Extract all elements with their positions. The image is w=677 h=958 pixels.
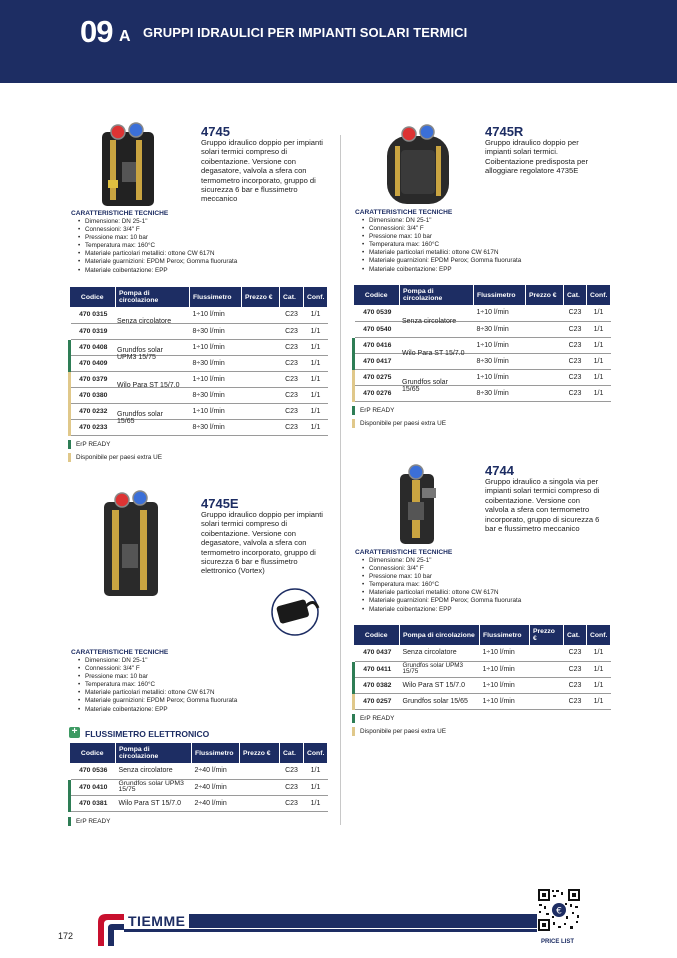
- legend-erp: ErP READY: [68, 817, 110, 826]
- spec-item: • Temperatura max: 160°C: [360, 241, 521, 249]
- col-codice: Codice: [354, 285, 400, 305]
- spec-item: • Materiale coibentazione: EPP: [76, 267, 237, 275]
- col-flussimetro: Flussimetro: [480, 625, 530, 645]
- col-conf: Conf.: [304, 743, 328, 763]
- table-row: 470 0409 8÷30 l/min C23 1/1: [70, 355, 328, 371]
- brand-name: TIEMME: [124, 913, 189, 929]
- table-row: 470 0379 1÷10 l/min C23 1/1: [70, 371, 328, 387]
- specs-list: [76, 657, 237, 714]
- table-row: 470 0319 8÷30 l/min C23 1/1: [70, 323, 328, 339]
- table-row: 470 0536 Senza circolatore 2÷40 l/min C23 1/1: [70, 763, 328, 779]
- product-code-4745E: 4745E: [201, 496, 239, 511]
- section-letter: A: [119, 28, 131, 45]
- legend-erp: ErP READY: [352, 714, 394, 723]
- col-codice: Codice: [354, 625, 400, 645]
- tiemme-logo-mark: [96, 912, 124, 946]
- spec-item: • Materiale particolari metallici: ottone CW 617N: [76, 689, 237, 697]
- product-code-4745R: 4745R: [485, 124, 524, 139]
- spec-item: • Dimensione: DN 25-1": [76, 657, 237, 665]
- spec-item: • Materiale coibentazione: EPP: [360, 266, 521, 274]
- product-code-4745: 4745: [201, 124, 230, 139]
- product-image-4745E: [100, 488, 162, 598]
- page-number: 172: [58, 931, 74, 941]
- price-table-4745R: [352, 285, 611, 402]
- table-row: 470 0437 Senza circolatore 1÷10 l/min C23 1/1: [354, 645, 611, 661]
- qr-code-icon[interactable]: [537, 888, 581, 932]
- table-row: 470 0411 Grundfos solar UPM3 15/75 1÷10 l/min C23 1/1: [354, 661, 611, 677]
- col-codice: Codice: [70, 743, 116, 763]
- svg-text:€: €: [556, 906, 562, 917]
- spec-item: • Materiale guarnizioni: EPDM Perox; Gomma fluorurata: [360, 597, 521, 605]
- specs-heading: CARATTERISTICHE TECNICHE: [355, 209, 453, 216]
- pump-label: Wilo Para ST 15/7.0: [402, 350, 465, 357]
- price-list-label: PRICE LIST: [541, 939, 575, 945]
- legend-extra-ue: Disponibile per paesi extra UE: [352, 419, 446, 428]
- col-cat: Cat.: [564, 285, 587, 305]
- spec-item: • Materiale coibentazione: EPP: [360, 606, 521, 614]
- product-description-4745E: Gruppo idraulico doppio per impianti solari termici compreso di coibentazione. Versione con degasatore, valvola a sfera con termometro incorporato, gruppo di sicurezza 6 bar e flussimetro elettronico (Vortex): [201, 510, 323, 576]
- table-row: 470 0381 Wilo Para ST 15/7.0 2÷40 l/min C23 1/1: [70, 795, 328, 811]
- table-row: 470 0539 1÷10 l/min C23 1/1: [354, 305, 611, 321]
- spec-item: • Connessioni: 3/4" F: [76, 226, 237, 234]
- spec-item: • Materiale coibentazione: EPP: [76, 706, 237, 714]
- spec-item: • Dimensione: DN 25-1": [76, 218, 237, 226]
- spec-item: • Temperatura max: 160°C: [76, 681, 237, 689]
- spec-item: • Pressione max: 10 bar: [76, 234, 237, 242]
- column-divider: [340, 135, 341, 825]
- spec-item: • Materiale particolari metallici: ottone CW 617N: [360, 589, 521, 597]
- spec-item: • Materiale particolari metallici: ottone CW 617N: [360, 249, 521, 257]
- plus-icon: +: [69, 727, 80, 738]
- spec-item: • Dimensione: DN 25-1": [360, 557, 521, 565]
- pump-label: Senza circolatore: [402, 318, 457, 325]
- section-number: 09: [80, 14, 113, 49]
- legend-erp: ErP READY: [352, 406, 394, 415]
- footer-bar-line: [124, 929, 537, 932]
- price-table-4745E: [68, 743, 328, 812]
- specs-heading: CARATTERISTICHE TECNICHE: [71, 649, 169, 656]
- spec-item: • Materiale guarnizioni: EPDM Perox; Gomma fluorurata: [76, 697, 237, 705]
- page-header: [0, 0, 677, 83]
- specs-heading: CARATTERISTICHE TECNICHE: [355, 549, 453, 556]
- spec-item: • Materiale guarnizioni: EPDM Perox; Gomma fluorurata: [76, 258, 237, 266]
- product-image-4745: [96, 120, 160, 208]
- spec-item: • Pressione max: 10 bar: [76, 673, 237, 681]
- col-pompa: Pompa di circolazione: [116, 287, 190, 307]
- legend-extra-ue: Disponibile per paesi extra UE: [68, 453, 162, 462]
- pump-label: Wilo Para ST 15/7.0: [117, 382, 180, 389]
- pump-label: Grundfos solar 15/65: [117, 411, 163, 425]
- col-conf: Conf.: [587, 625, 611, 645]
- table-row: 470 0275 1÷10 l/min C23 1/1: [354, 369, 611, 385]
- spec-item: • Dimensione: DN 25-1": [360, 217, 521, 225]
- table-row: 470 0417 8÷30 l/min C23 1/1: [354, 353, 611, 369]
- spec-item: • Pressione max: 10 bar: [360, 573, 521, 581]
- price-table-4744: [352, 625, 611, 710]
- table-row: 470 0276 8÷30 l/min C23 1/1: [354, 385, 611, 401]
- table-row: 470 0540 8÷30 l/min C23 1/1: [354, 321, 611, 337]
- specs-heading: CARATTERISTICHE TECNICHE: [71, 210, 169, 217]
- col-conf: Conf.: [587, 285, 611, 305]
- col-pompa: Pompa di circolazione: [116, 743, 192, 763]
- col-prezzo: Prezzo €: [530, 625, 564, 645]
- specs-list: [360, 217, 521, 274]
- spec-item: • Materiale particolari metallici: ottone CW 617N: [76, 250, 237, 258]
- product-image-4745R: [383, 120, 453, 206]
- col-prezzo: Prezzo €: [526, 285, 564, 305]
- specs-list: [76, 218, 237, 275]
- product-code-4744: 4744: [485, 463, 514, 478]
- col-cat: Cat.: [280, 287, 304, 307]
- spec-item: • Temperatura max: 160°C: [360, 581, 521, 589]
- table-header-row: [70, 743, 328, 763]
- col-flussimetro: Flussimetro: [190, 287, 242, 307]
- table-header-row: [70, 287, 328, 307]
- legend-erp: ErP READY: [68, 440, 110, 449]
- specs-list: [360, 557, 521, 614]
- table-row: 470 0380 8÷30 l/min C23 1/1: [70, 387, 328, 403]
- table-row: 470 0410 Grundfos solar UPM3 15/75 2÷40 l/min C23 1/1: [70, 779, 328, 795]
- product-description-4744: Gruppo idraulico a singola via per impianti solari termici compreso di coibentazione. Versione con valvola a sfera con termometro incorporato, gruppo di sicurezza 6 bar e flussimetro meccanico: [485, 477, 600, 534]
- table-header-row: [354, 625, 611, 645]
- spec-item: • Connessioni: 3/4" F: [360, 225, 521, 233]
- table-row: 470 0315 1÷10 l/min C23 1/1: [70, 307, 328, 323]
- col-cat: Cat.: [564, 625, 587, 645]
- col-prezzo: Prezzo €: [242, 287, 280, 307]
- product-description-4745R: Gruppo idraulico doppio per impianti solari termici. Coibentazione predisposta per alloggiare regolatore 4735E: [485, 138, 589, 176]
- table-row: 470 0257 Grundfos solar 15/65 1÷10 l/min C23 1/1: [354, 693, 611, 709]
- spec-item: • Temperatura max: 160°C: [76, 242, 237, 250]
- col-conf: Conf.: [304, 287, 328, 307]
- product-image-4744: [392, 462, 442, 546]
- flussimetro-heading: FLUSSIMETRO ELETTRONICO: [85, 729, 210, 739]
- vortex-flowmeter-image: [268, 588, 322, 636]
- table-row: 470 0416 1÷10 l/min C23 1/1: [354, 337, 611, 353]
- col-codice: Codice: [70, 287, 116, 307]
- col-flussimetro: Flussimetro: [474, 285, 526, 305]
- table-row: 470 0233 8÷30 l/min C23 1/1: [70, 419, 328, 435]
- pump-label: Senza circolatore: [117, 318, 172, 325]
- spec-item: • Connessioni: 3/4" F: [76, 665, 237, 673]
- spec-item: • Connessioni: 3/4" F: [360, 565, 521, 573]
- price-table-4745: [68, 287, 328, 436]
- table-row: 470 0232 1÷10 l/min C23 1/1: [70, 403, 328, 419]
- table-header-row: [354, 285, 611, 305]
- product-description-4745: Gruppo idraulico doppio per impianti solari termici compreso di coibentazione. Versione con degasatore, valvola a sfera con termometro incorporato, gruppo di sicurezza 6 bar e flussimetro meccanico: [201, 138, 323, 204]
- col-pompa: Pompa di circolazione: [400, 625, 480, 645]
- spec-item: • Materiale guarnizioni: EPDM Perox; Gomma fluorurata: [360, 257, 521, 265]
- spec-item: • Pressione max: 10 bar: [360, 233, 521, 241]
- pump-label: Grundfos solar 15/65: [402, 379, 448, 393]
- table-row: 470 0382 Wilo Para ST 15/7.0 1÷10 l/min C23 1/1: [354, 677, 611, 693]
- legend-extra-ue: Disponibile per paesi extra UE: [352, 727, 446, 736]
- pump-label: Grundfos solar UPM3 15/75: [117, 347, 163, 361]
- col-prezzo: Prezzo €: [240, 743, 280, 763]
- col-pompa: Pompa di circolazione: [400, 285, 474, 305]
- col-cat: Cat.: [280, 743, 304, 763]
- table-row: 470 0408 1÷10 l/min C23 1/1: [70, 339, 328, 355]
- section-title: GRUPPI IDRAULICI PER IMPIANTI SOLARI TERMICI: [143, 25, 468, 40]
- col-flussimetro: Flussimetro: [192, 743, 240, 763]
